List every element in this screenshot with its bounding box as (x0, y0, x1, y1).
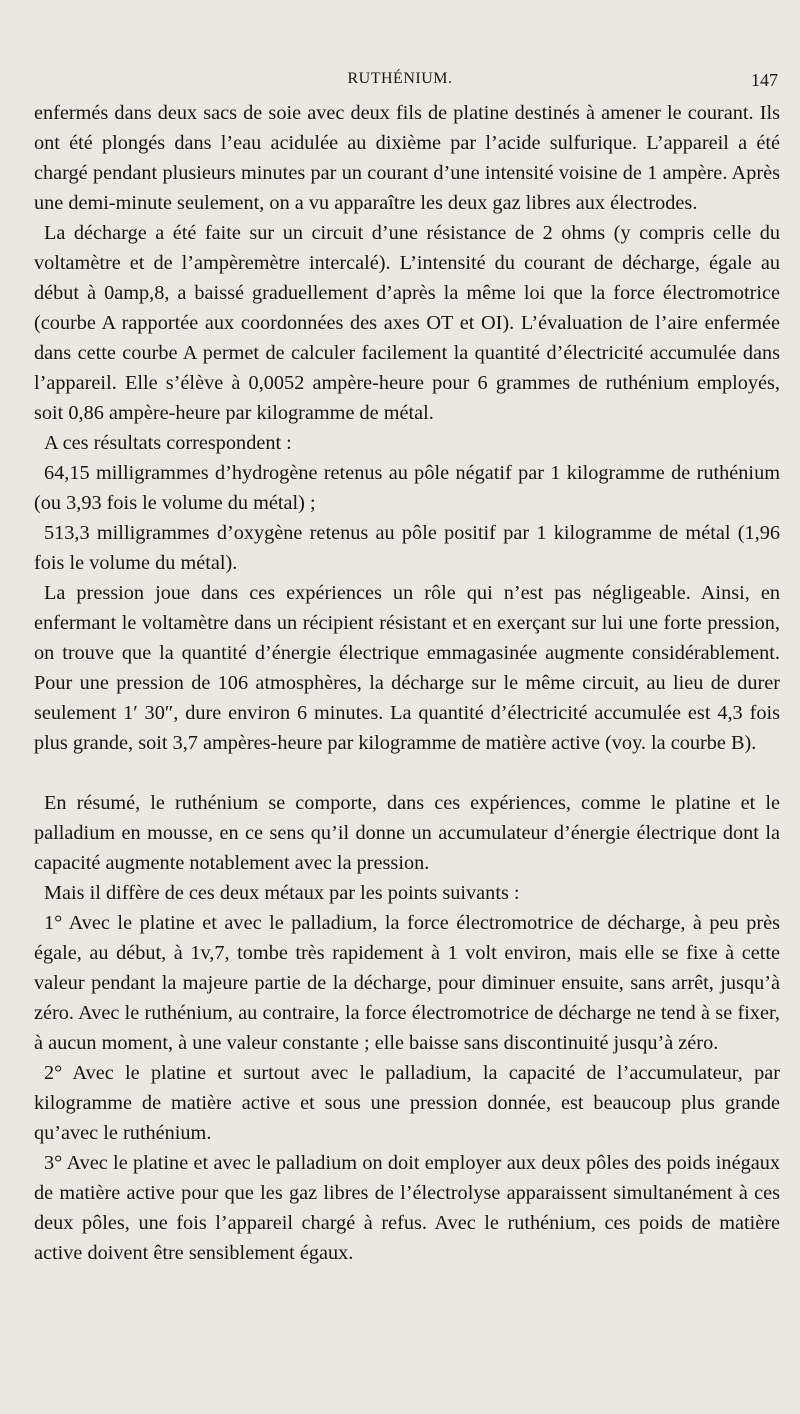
body-text (34, 98, 780, 1268)
paragraph-hydrogen: 64,15 milligrammes d’hydrogène retenus au pôle négatif par 1 kilogramme de ruthénium (ou 3,93 fois le volume du métal) ; (34, 462, 780, 514)
paragraph-differences-intro: Mais il diffère de ces deux métaux par les points suivants : (44, 882, 520, 904)
paragraph-point-1: 1° Avec le platine et avec le palladium, la force électromotrice de décharge, à peu près égale, au début, à 1v,7, tombe très rapidement à 1 volt environ, mais elle se fixe à cette valeur pendant la majeure partie de la décharge, pour diminuer ensuite, sans arrêt, jusqu’à zéro. Avec le ruthénium, au contraire, la force électromotrice de décharge ne tend à se fixer, à aucun moment, à une valeur constante ; elle baisse sans discontinuité jusqu’à zéro. (34, 912, 780, 1054)
paragraph-summary: En résumé, le ruthénium se comporte, dans ces expériences, comme le platine et le palladium en mousse, en ce sens qu’il donne un accumulateur d’énergie électrique dont la capacité augmente notablement avec la pression. (34, 792, 780, 874)
paragraph-oxygen: 513,3 milligrammes d’oxygène retenus au pôle positif par 1 kilogramme de métal (1,96 fois le volume du métal). (34, 522, 780, 574)
page-number: 147 (751, 70, 778, 90)
paragraph-pressure: La pression joue dans ces expériences un rôle qui n’est pas négligeable. Ainsi, en enfermant le voltamètre dans un récipient résistant et en exerçant sur lui une forte pression, on trouve que la quantité d’énergie électrique emmagasinée augmente considérablement. Pour une pression de 106 atmosphères, la décharge sur le même circuit, au lieu de durer seulement 1′ 30″, dure environ 6 minutes. La quantité d’électricité accumulée est 4,3 fois plus grande, soit 3,7 ampères-heure par kilogramme de matière active (voy. la courbe B). (34, 582, 780, 754)
paragraph-discharge: La décharge a été faite sur un circuit d’une résistance de 2 ohms (y compris celle du voltamètre et de l’ampèremètre intercalé). L’intensité du courant de décharge, égale au début à 0amp,8, a baissé graduellement d’après la même loi que la force électromotrice (courbe A rapportée aux coordonnées des axes OT et OI). L’évaluation de l’aire enfermée dans cette courbe A permet de calculer facilement la quantité d’électricité accumulée dans l’appareil. Elle s’élève à 0,0052 ampère-heure pour 6 grammes de ruthénium employés, soit 0,86 ampère-heure par kilogramme de métal. (34, 222, 780, 424)
paragraph-electrodes: enfermés dans deux sacs de soie avec deux fils de platine destinés à amener le courant. Ils ont été plongés dans l’eau acidulée au dixième par l’acide sulfurique. L’appareil a été chargé pendant plusieurs minutes par un courant d’une intensité voisine de 1 ampère. Après une demi-minute seulement, on a vu apparaître les deux gaz libres aux électrodes. (34, 102, 780, 214)
running-title: RUTHÉNIUM. (347, 70, 453, 87)
paragraph-results-intro: A ces résultats correspondent : (44, 432, 292, 454)
paragraph-point-2: 2° Avec le platine et surtout avec le palladium, la capacité de l’accumulateur, par kilogramme de matière active et sous une pression donnée, est beaucoup plus grande qu’avec le ruthénium. (34, 1062, 780, 1144)
paragraph-point-3: 3° Avec le platine et avec le palladium on doit employer aux deux pôles des poids inégaux de matière active pour que les gaz libres de l’électrolyse apparaissent simultanément à ces deux pôles, une fois l’appareil chargé à refus. Avec le ruthénium, ces poids de matière active doivent être sensiblement égaux. (34, 1152, 780, 1264)
